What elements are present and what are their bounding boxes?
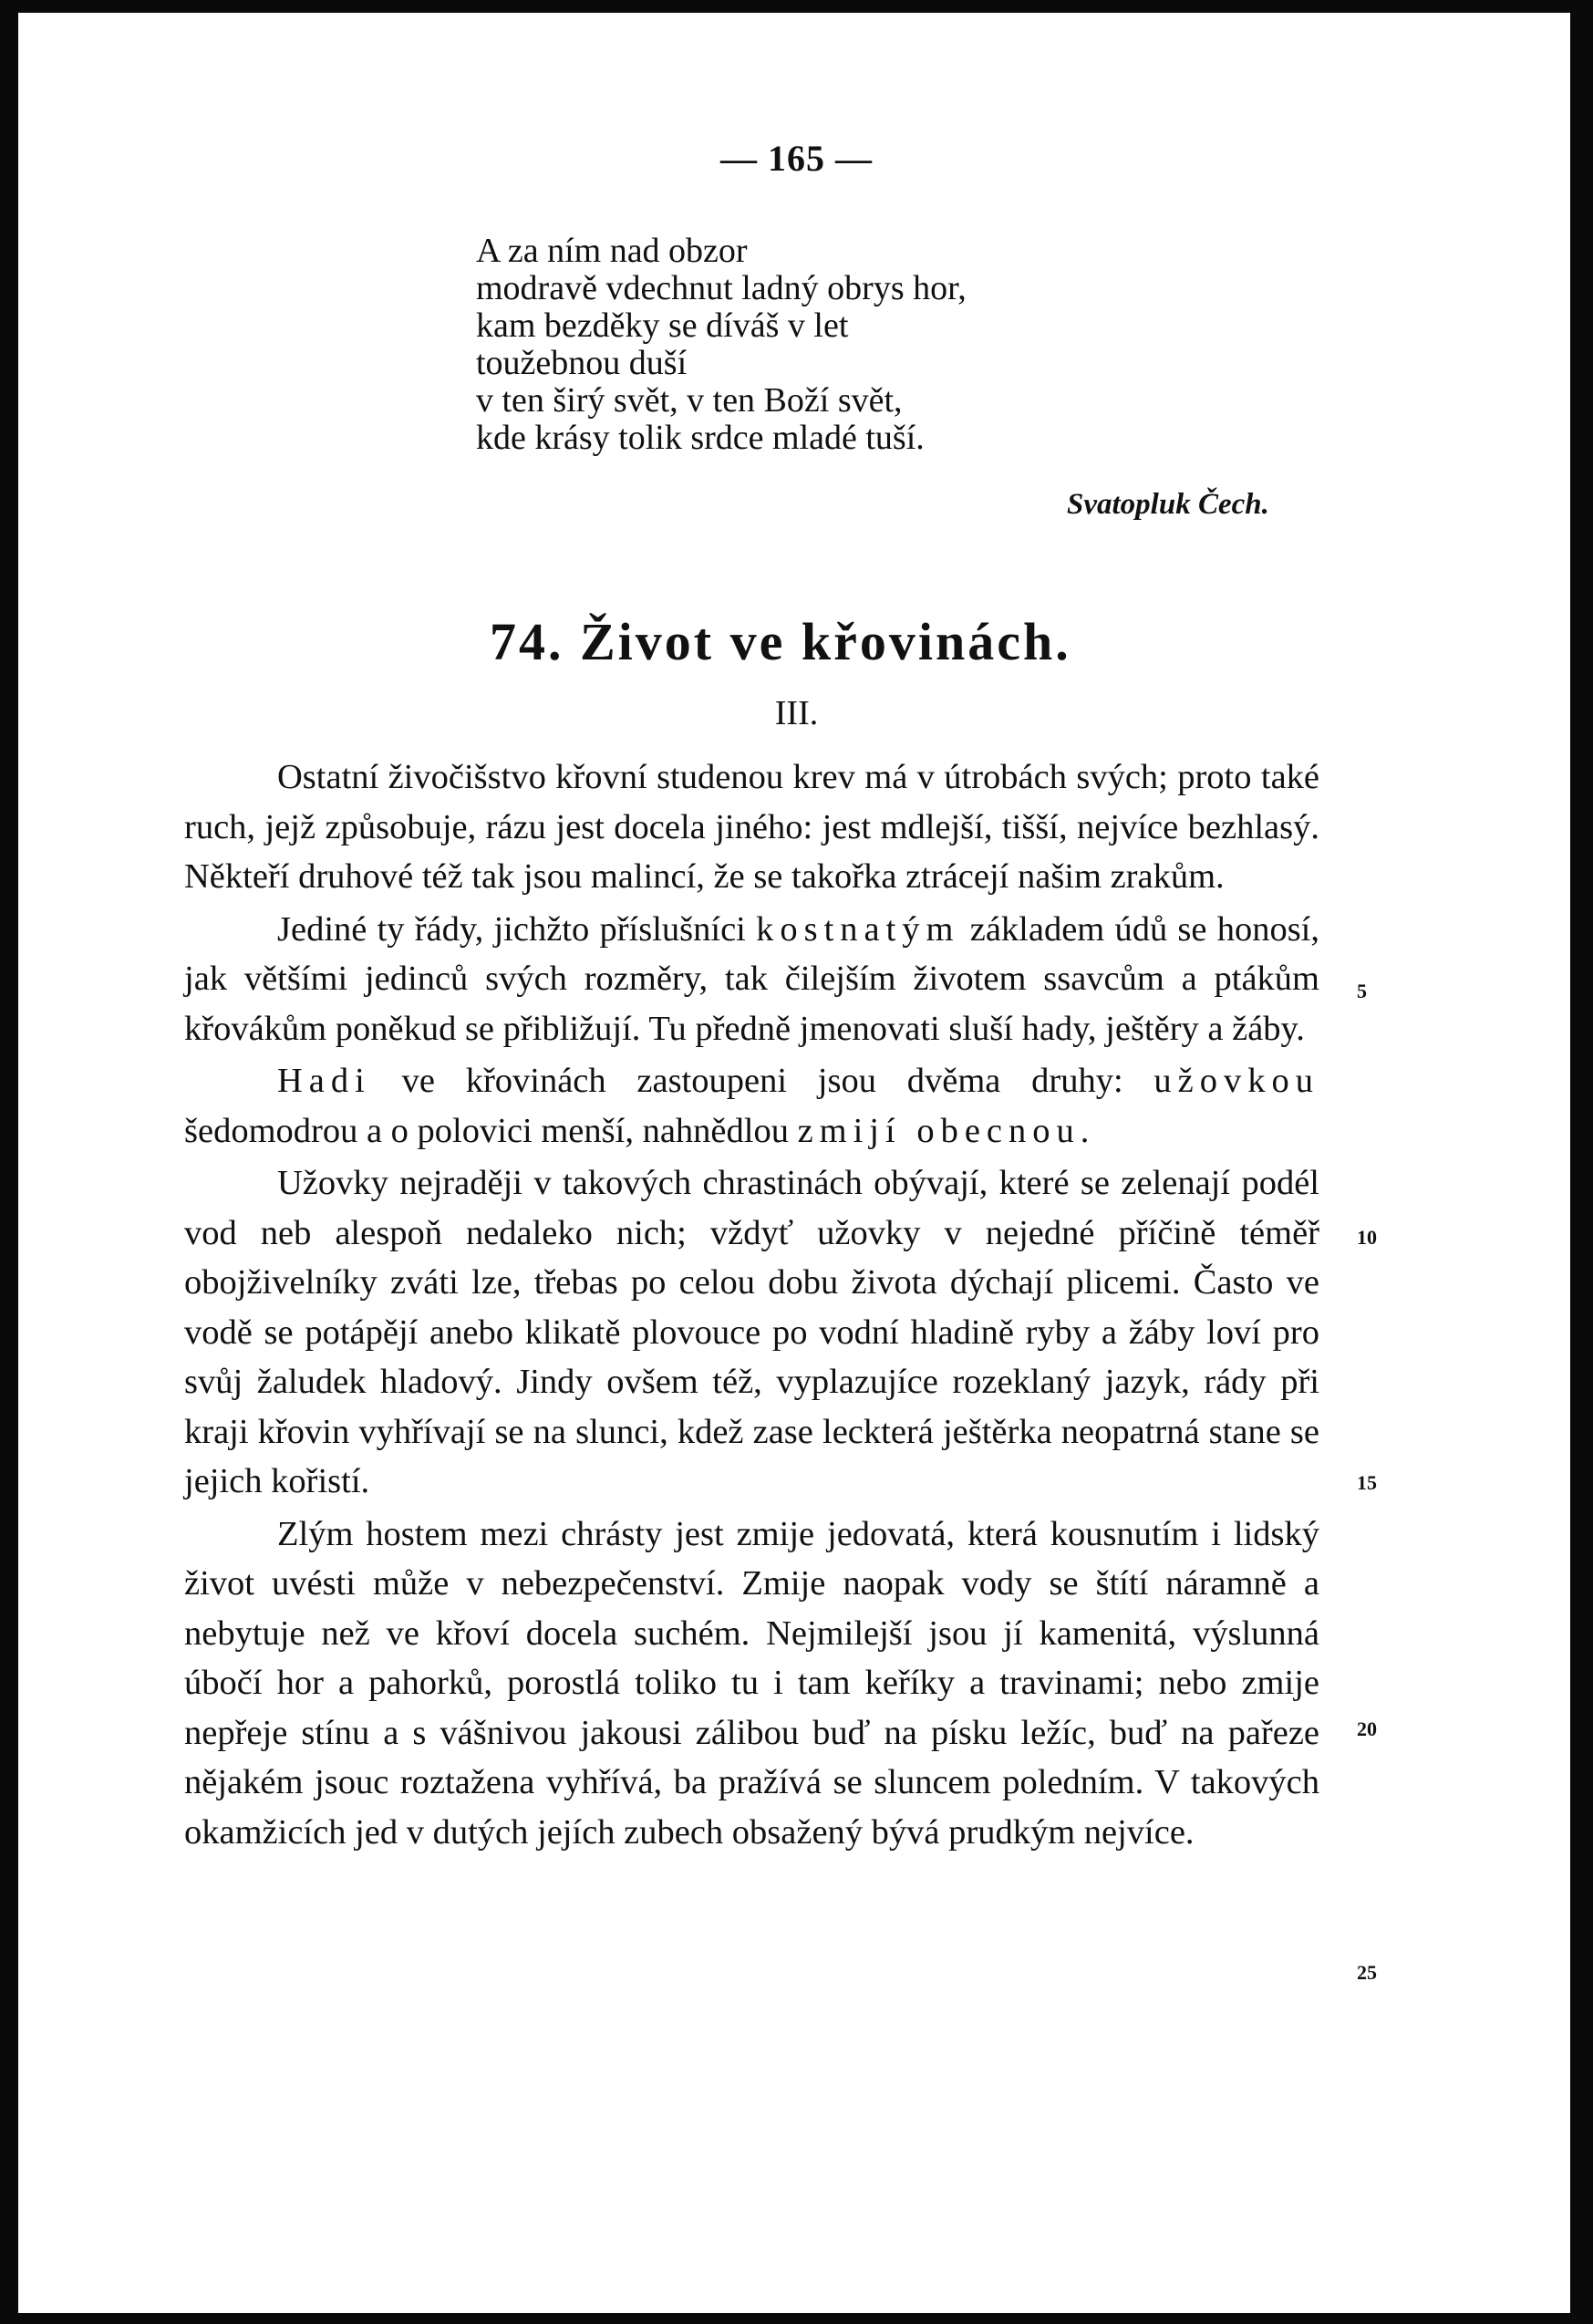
line-number: 20 (1357, 1717, 1377, 1740)
chapter-part: III. (774, 694, 819, 732)
paragraph-1: Ostatní živočišstvo křovní studenou krev má v útrobách svých; proto také ruch, jejž způsobuje, rázu jest docela jiného: jest mdlejší, tišší, nejvíce bezhlasý. Někteří druhové též tak jsou malincí, že se takořka ztrácejí našim zrakům. (184, 758, 1319, 896)
poem-line: toužebnou duší (476, 344, 688, 382)
poem-line: kam bezděky se díváš v let (476, 306, 849, 345)
emphasis-zmiji-obecnou: zmijí obecnou. (797, 1111, 1096, 1150)
line-number: 10 (1357, 1226, 1377, 1249)
paragraph-3-text-b: šedomodrou a o polovici menší, nahnědlou (184, 1111, 798, 1150)
scan-border-bottom (0, 2313, 1593, 2324)
emphasis-uzovkou: užovkou (1153, 1062, 1319, 1100)
poem-line: kde krásy tolik srdce mladé tuší. (476, 419, 925, 457)
paragraph-4: Užovky nejraději v takových chrastinách obývají, které se zelenají podél vod neb alespoň nedaleko nich; vždyť užovky v nejedné příčině téměř obojživelníky zváti lze, třebas po celou dobu života dýchají plicemi. Často ve vodě se potápějí anebo klikatě plovouce po vodní hladině ryby a žáby loví pro svůj žaludek hladový. Jindy ovšem též, vyplazujíce rozeklaný jazyk, rády při kraji křovin vyhřívají se na slunci, kdež zase leckterá ještěrka neopatrná stane se jejich kořistí. (184, 1164, 1319, 1500)
emphasis-kostnatym: kostnatým (756, 909, 960, 949)
chapter-title: 74. Život ve křovinách. (490, 612, 1071, 671)
scan-border-right (1570, 0, 1593, 2324)
scan-border-left (0, 0, 18, 2324)
body-text (184, 752, 1319, 1860)
paragraph-5: Zlým hostem mezi chrásty jest zmije jedovatá, která kousnutím i lidský život uvésti může v nebezpečenství. Zmije naopak vody se štítí náramně a nebytuje než ve křoví docela suchém. Nejmilejší jsou jí kamenitá, výslunná úbočí hor a pahorků, porostlá toliko tu i tam keříky a travinami; nebo zmije nepřeje stínu a s vášnivou jakousi zálibou buď na písku ležíc, buď na pařeze nějakém jsouc roztažena vyhřívá, ba pražívá se sluncem poledním. V takových okamžicích jed v dutých jejích zubech obsažený bývá prudkým nejvíce. (184, 1514, 1319, 1852)
poem-line: modravě vdechnut ladný obrys hor, (476, 269, 967, 307)
poem-line: v ten širý svět, v ten Boží svět, (476, 381, 903, 420)
paragraph-2-text-b: základem údů se honosí, jak většími jedinců svých rozměry, tak čilejším životem ssavcům a ptákům křovákům poněkud se přibližují. Tu předně jmenovati sluší hady, ještěry a žáby. (184, 909, 1319, 1048)
paragraph-2-text-a: Jediné ty řády, jichžto příslušníci (277, 909, 757, 949)
poem-line: A za ním nad obzor (476, 232, 748, 270)
scan-border-top (0, 0, 1593, 13)
page-number: — 165 — (720, 138, 873, 179)
line-number: 5 (1357, 980, 1367, 1002)
line-number: 15 (1357, 1471, 1377, 1494)
paragraph-3 (184, 1056, 1319, 1156)
emphasis-hadi: Hadi (277, 1062, 371, 1100)
poem (476, 233, 1133, 457)
poem-author: Svatopluk Čech. (1067, 488, 1269, 521)
line-number: 25 (1357, 1961, 1377, 1984)
paragraph-2 (184, 905, 1319, 1054)
paragraph-3-text-a: ve křovinách zastoupeni jsou dvěma druhy: (370, 1062, 1154, 1100)
